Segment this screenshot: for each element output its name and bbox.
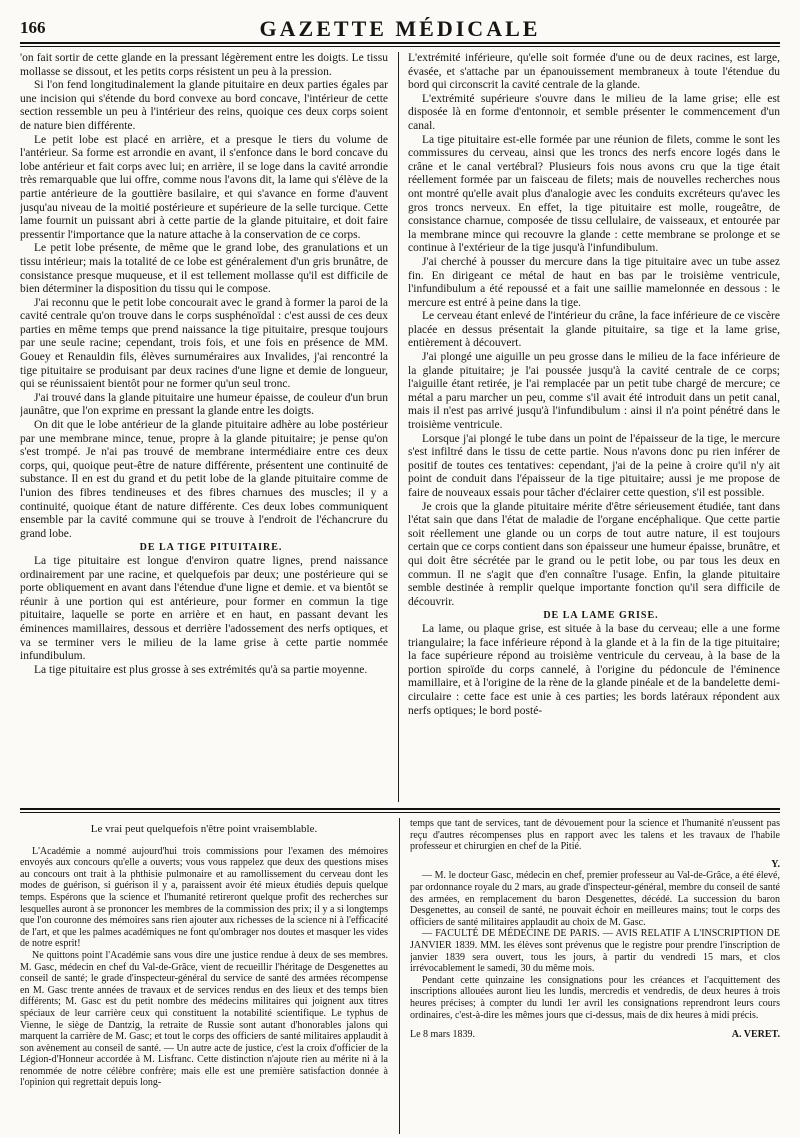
feuilleton-column-divider xyxy=(399,818,400,1134)
left-column xyxy=(20,52,388,804)
paragraph: L'extrémité inférieure, qu'elle soit formée d'une ou de deux racines, est large, évasée, et s'attache par un épanouissement membraneux à toute l'étendue du bord qui circonscrit la cavité centrale de la glande. xyxy=(408,52,780,92)
masthead-title: GAZETTE MÉDICALE xyxy=(259,16,541,41)
paragraph: L'extrémité supérieure s'ouvre dans le milieu de la lame grise; elle est disposée là en forme d'entonnoir, et semble présenter le commencement d'un canal. xyxy=(408,92,780,132)
signature-row xyxy=(410,1029,780,1041)
news-item: — M. le docteur Gasc, médecin en chef, premier professeur au Val-de-Grâce, a été élevé, par ordonnance royale du 2 mars, au grade d'inspecteur-général, membre du conseil de santé des armées, en remplacement du baron Desgenettes, décédé. La succession du baron Desgenettes, au conseil de santé, ne pouvait échoir en meilleures mains; tout le corps des officiers de santé militaires applaudit au choix de M. Gasc. xyxy=(410,870,780,928)
page-number: 166 xyxy=(20,18,46,37)
dateline: Le 8 mars 1839. xyxy=(410,1029,475,1041)
paragraph: J'ai trouvé dans la glande pituitaire une humeur épaisse, de couleur d'un brun jaunâtre, que l'on exprime en pressant la glande entre les doigts. xyxy=(20,391,388,418)
paragraph: On dit que le lobe antérieur de la glande pituitaire adhère au lobe postérieur par une membrane mince, tenue, propre à la glande pituitaire; je pense qu'on s'est trompé. Je n'ai pas trouvé de membrane intermédiaire entre ces deux corps, qui, quoique peut-être de nature différente, présentent une continuité de substance. Il en est du grand et du petit lobe de la glande pituitaire comme de l'union des fibres tendineuses et des fibres charnues des muscles; il y a continuité, quoique étant de nature différente. Ces deux lobes communiquent ensemble par la cavité commune qui se trouve à l'endroit de l'échancrure du grand lobe. xyxy=(20,419,388,540)
signature-name: A. VERET. xyxy=(731,1029,780,1041)
paragraph: Le petit lobe est placé en arrière, et a presque le tiers du volume de l'antérieur. Sa forme est arrondie en avant, il s'enfonce dans le bord concave du lobe antérieur et fait corps avec lui; en arrière, il se loge dans la cavité arrondie très remarquable que lui offre, comme nous l'avons dit, la lame qui s'élève de la partie antérieure de la gouttière basilaire, et qui s'avance en forme d'auvent jusqu'au niveau de la moitié postérieure et supérieure de la selle turcique. Cette lame fournit un puissant abri à cette partie de la glande pituitaire, et doit faire pressentir l'importance que la nature attache à la conservation de ce corps. xyxy=(20,133,388,241)
paragraph: J'ai plongé une aiguille un peu grosse dans le milieu de la face inférieure de la glande pituitaire; je l'ai poussée jusqu'à la cavité centrale de ce corps; l'aiguille étant retirée, je l'ai remplacée par un petit tube chargé de mercure; ce métal a paru marcher un peu, comme s'il avait été introduit dans un petit canal, mais il n'est pas arrivé jusqu'à l'infundibulum : ainsi il n'a point pénétré dans le troisième ventricule. xyxy=(408,351,780,432)
feuilleton-left-column xyxy=(20,818,388,1134)
paragraph: La tige pituitaire est-elle formée par une réunion de filets, comme le sont les commissures du cerveau, ainsi que les troncs des nerfs encore logés dans le crâne et le canal vertébral? Plusieurs fois nous avons cru que la tige était réellement formée par un faisceau de filets; mais de nouvelles recherches nous ont montré qu'elle avait plus d'analogie avec les conduits excréteurs qu'avec les gros troncs nerveux. En effet, la tige pituitaire est molle, rougeâtre, de consistance charnue, composée de tissu cellulaire, de vaisseaux, et entourée par la membrane mince qui recouvre la glande : cette membrane se prolonge et se continue à l'extérieur de la tige jusqu'à l'infundibulum. xyxy=(408,133,780,255)
news-item: — FACULTÉ DE MÉDECINE DE PARIS. — AVIS RELATIF A L'INSCRIPTION DE JANVIER 1839. MM. les élèves sont prévenus que le registre pour prendre l'inscription de janvier 1839 sera ouvert, tous les jours, à partir du vendredi 15 mars, et clos irrévocablement le samedi, 30 du même mois. xyxy=(410,928,780,975)
page-header xyxy=(20,14,780,44)
news-item: Pendant cette quinzaine les consignations pour les créances et l'acquittement des inscriptions allouées auront lieu les lundis, mercredis et vendredis, de deux heures à trois heures précises; à compter du lundi 1er avril les consignations reprendront leurs cours ordinaires, c'est-à-dire les mêmes jours que ci-dessus, mais de dix heures à midi précis. xyxy=(410,974,780,1021)
feuilleton-paragraph: L'Académie a nommé aujourd'hui trois commissions pour l'examen des mémoires envoyés aux concours qu'elle a ouverts; vous vous rappelez que deux des questions mises au concours ont trait à la phthisie pulmonaire et au ramollissement du cerveau dont les modes de guérison, si guérison il y a, paraissent avoir été mieux étudiés depuis quelque temps. Espérons que la science et l'humanité retireront quelque profit des recherches sur lesquelles auront à se prononcer les membres de la commission des prix; il y a si longtemps que l'on couronne des mémoires sans rien ajouter aux richesses de la science ni à l'efficacité de l'art, et que les palmes académiques ne font qu'ombrager nos doutes et masquer les vides de notre esprit! xyxy=(20,845,388,950)
paragraph: La lame, ou plaque grise, est située à la base du cerveau; elle a une forme triangulaire; la face inférieure répond à la glande et à la fin de la tige pituitaire; la face supérieure répond au troisième ventricule du cerveau, à la base de la portion spiroïde du corps cannelé, à l'origine du pédoncule de l'éminence mamillaire, et à l'origine de la rène de la glande pinéale et de la bandelette demi-circulaire : cette face est unie à ces parties; les bords latéraux répondent aux nerfs optiques; le bord posté- xyxy=(408,622,780,717)
paragraph: La tige pituitaire est plus grosse à ses extrémités qu'à sa partie moyenne. xyxy=(34,663,368,676)
section-title-tige: DE LA TIGE PITUITAIRE. xyxy=(139,542,283,554)
paragraph: Le petit lobe présente, de même que le grand lobe, des granulations et un tissu intérieur; mais la totalité de ce lobe est généralement d'un gris brunâtre, de consistance presque muqueuse, et il est tellement mollasse qu'il est difficile de bien déterminer la disposition du tissu qui le compose. xyxy=(20,242,388,296)
feuilleton-divider xyxy=(20,808,780,813)
right-column xyxy=(408,52,780,804)
paragraph: Lorsque j'ai plongé le tube dans un point de l'épaisseur de la tige, le mercure s'est infiltré dans le tissu de cette partie. Nous n'avons donc pu rien inférer de positif de toutes ces tentatives: cependant, j'ai de la peine à croire qu'il n'y ait point de conduit dans l'épaisseur de la tige pituitaire; aussi je me propose de faire de nouveaux essais pour tâcher d'éclairer cette question, s'il est possible. xyxy=(408,432,780,499)
feuilleton-right-column xyxy=(410,818,780,1134)
paragraph: J'ai reconnu que le petit lobe concourait avec le grand à former la paroi de la cavité centrale qu'on trouve dans le corps susphénoïdal : c'est aussi de ces deux parties en même temps que prend naissance la tige pituitaire, presque toujours par une seule racine; cependant, trois fois, et une fois en présence de MM. Gouey et Renauldin fils, élèves surnuméraires aux Invalides, j'ai rencontré la tige pituitaire se produisant par deux racines d'une ligne et demie de longueur, qui se réunissaient bientôt pour ne former qu'un seul tronc. xyxy=(20,296,388,391)
paragraph: Si l'on fend longitudinalement la glande pituitaire en deux parties égales par une incision qui s'étende du bord convexe au bord concave, l'intérieur de cette section ressemble un peu à l'intérieur des reins, quoique ces deux corps soient de nature bien différente. xyxy=(20,79,388,132)
feuilleton-paragraph: temps que tant de services, tant de dévouement pour la science et l'humanité n'eussent pas reçu d'autres récompenses plus en rapport avec les talens et les travaux de l'habile professeur et chirurgien en chef de la Pitié. xyxy=(410,818,780,853)
paragraph: Le cerveau étant enlevé de l'intérieur du crâne, la face inférieure de ce viscère placée en dessus présentait la glande pituitaire, sa tige et la lame grise, entièrement à découvert. xyxy=(408,310,780,350)
paragraph: J'ai cherché à pousser du mercure dans la tige pituitaire avec un tube assez fin. En dirigeant ce métal de haut en bas par le troisième ventricule, l'infundibulum a été repoussé et a fait une saillie mamelonnée en dessous : le mercure est entré à peine dans la tige. xyxy=(408,255,780,309)
feuilleton-heading: Le vrai peut quelquefois n'être point vraisemblable. xyxy=(90,823,318,835)
section-title-lame-grise: DE LA LAME GRISE. xyxy=(543,610,659,622)
paragraph: 'on fait sortir de cette glande en la pressant légèrement entre les doigts. Le tissu mollasse se dissout, et les petits corps résistent un peu à la pression. xyxy=(20,52,388,78)
header-divider xyxy=(20,42,780,47)
feuilleton-paragraph: Ne quittons point l'Académie sans vous dire une justice rendue à deux de ses membres. M. Gasc, médecin en chef du Val-de-Grâce, vient de recueillir l'héritage de Desgenettes au conseil de santé; le grade d'inspecteur-général du service de santé des armées récompense en M. Gasc trente années de travaux et de services rendus en des lieux et des temps bien différents; M. Gasc est du petit nombre des médecins militaires qui joignent aux titres spéciaux de leur carrière ceux qui constituent la notabilité scientifique. Le typhus de Vienne, le siège de Dantzig, la retraite de Russie sont autant d'honorables jalons qui marquent la carrière de M. Gasc; et tout le corps des officiers de santé militaires applaudit à son avènement au conseil de santé. — Un autre acte de justice, c'est la croix d'officier de la Légion-d'Honneur accordée à M. Lisfranc. Cette distinction n'ajoute rien au mérite ni à la renommée de notre célèbre confrère; mais elle est une première satisfaction donnée à l'opinion qui regrettait depuis long- xyxy=(20,949,388,1089)
signature-initial: Y. xyxy=(771,858,780,870)
column-divider xyxy=(398,52,399,802)
paragraph: La tige pituitaire est longue d'environ quatre lignes, prend naissance ordinairement par une racine, et quelquefois par deux; une postérieure qui se porte obliquement en avant dans l'étendue d'une ligne et demie. et va bientôt se réunir à une portion qui est antérieure, pour former en commun la tige pituitaire, laquelle se porte en arrière et en haut, en passant devant les éminences mamillaires, dessous et derrière l'adossement des nerfs optiques, et va se terminer vers le milieu de la lame grise à cette partie nommée infundibulum. xyxy=(20,554,388,663)
paragraph: Je crois que la glande pituitaire mérite d'être sérieusement étudiée, tant dans l'état sain que dans l'état de maladie de l'organe encéphalique. Que cette partie soit réellement une glande ou un corps de tout autre nature, il est toujours certain que ce corps contient dans son épaisseur une humeur épaisse, brunâtre, et qui doit être sécrétée par le grand ou le petit lobe, ou par tous les deux en commun. Il ne s'agit que d'en connaître l'usage. Enfin, la glande pituitaire semble destinée à remplir quelque importante fonction qu'il sera difficile de découvrir. xyxy=(408,500,780,608)
